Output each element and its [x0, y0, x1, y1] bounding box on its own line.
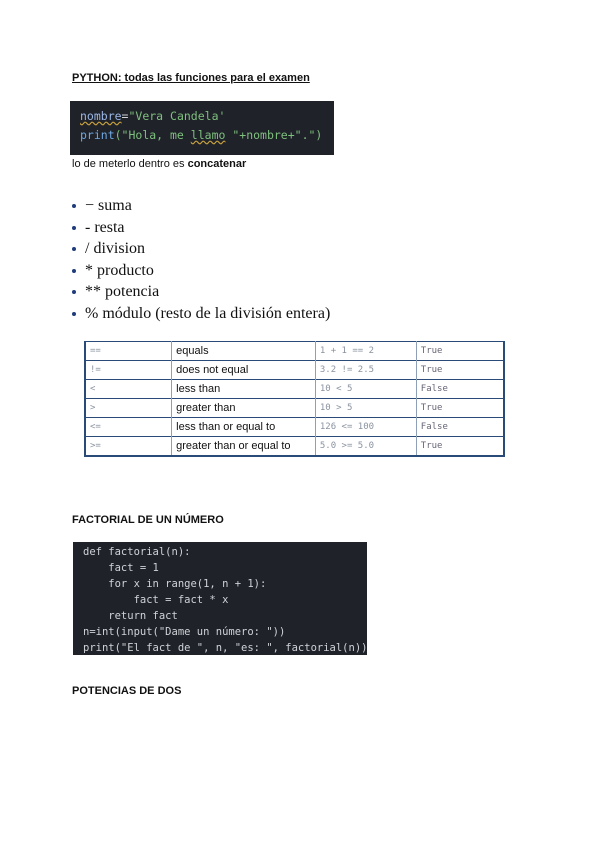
- table-cell: <=: [85, 418, 172, 437]
- table-cell: 5.0 >= 5.0: [315, 437, 416, 457]
- code-token: ("Hola, me: [114, 128, 191, 142]
- table-cell: does not equal: [172, 361, 316, 380]
- code-token: llamo: [190, 128, 226, 142]
- code-line: return fact: [83, 610, 178, 622]
- code-token: "+nombre+"."): [225, 128, 323, 142]
- table-row: [85, 418, 504, 437]
- table-row: [85, 380, 504, 399]
- table-cell: False: [416, 418, 504, 437]
- list-item: ** potencia: [72, 281, 330, 303]
- list-item: − suma: [72, 195, 330, 217]
- code-line: print("El fact de ", n, "es: ", factorial(n)): [83, 642, 368, 654]
- table-cell: True: [416, 399, 504, 418]
- code-block-factorial: [73, 542, 367, 655]
- comparison-table: [84, 341, 505, 457]
- potencias-heading: POTENCIAS DE DOS: [72, 685, 182, 697]
- table-row: [85, 342, 504, 361]
- list-item: * producto: [72, 260, 330, 282]
- table-cell: >: [85, 399, 172, 418]
- table-cell: ==: [85, 342, 172, 361]
- code-line: fact = fact * x: [83, 594, 229, 606]
- factorial-heading: FACTORIAL DE UN NÚMERO: [72, 514, 224, 526]
- table-cell: 126 <= 100: [315, 418, 416, 437]
- table-cell: True: [416, 361, 504, 380]
- table-cell: less than or equal to: [172, 418, 316, 437]
- table-row: [85, 437, 504, 457]
- list-item: / division: [72, 238, 330, 260]
- code-token: "Vera Candela': [128, 109, 226, 123]
- table-cell: False: [416, 380, 504, 399]
- table-row: [85, 361, 504, 380]
- table-cell: 10 > 5: [315, 399, 416, 418]
- list-item: - resta: [72, 217, 330, 239]
- table-cell: 1 + 1 == 2: [315, 342, 416, 361]
- table-cell: >=: [85, 437, 172, 457]
- code-token: print: [80, 128, 115, 142]
- code-block-concat: [70, 101, 334, 155]
- page-title: PYTHON: todas las funciones para el examen: [72, 72, 310, 84]
- code-token: =: [121, 109, 129, 123]
- table-cell: 10 < 5: [315, 380, 416, 399]
- note-text: [72, 158, 246, 170]
- table-cell: less than: [172, 380, 316, 399]
- code-line: for x in range(1, n + 1):: [83, 578, 267, 590]
- table-cell: <: [85, 380, 172, 399]
- note-bold: concatenar: [187, 158, 247, 170]
- table-row: [85, 399, 504, 418]
- table-cell: greater than or equal to: [172, 437, 316, 457]
- table-cell: 3.2 != 2.5: [315, 361, 416, 380]
- table-cell: equals: [172, 342, 316, 361]
- code-line: fact = 1: [83, 562, 159, 574]
- table-cell: True: [416, 437, 504, 457]
- list-item: % módulo (resto de la división entera): [72, 303, 330, 325]
- code-line: n=int(input("Dame un número: ")): [83, 626, 286, 638]
- table-cell: True: [416, 342, 504, 361]
- operators-list: [72, 195, 330, 324]
- note-plain: lo de meterlo dentro es: [72, 158, 188, 170]
- table-cell: greater than: [172, 399, 316, 418]
- code-token: nombre: [80, 109, 122, 123]
- table-cell: !=: [85, 361, 172, 380]
- code-line: def factorial(n):: [83, 546, 191, 558]
